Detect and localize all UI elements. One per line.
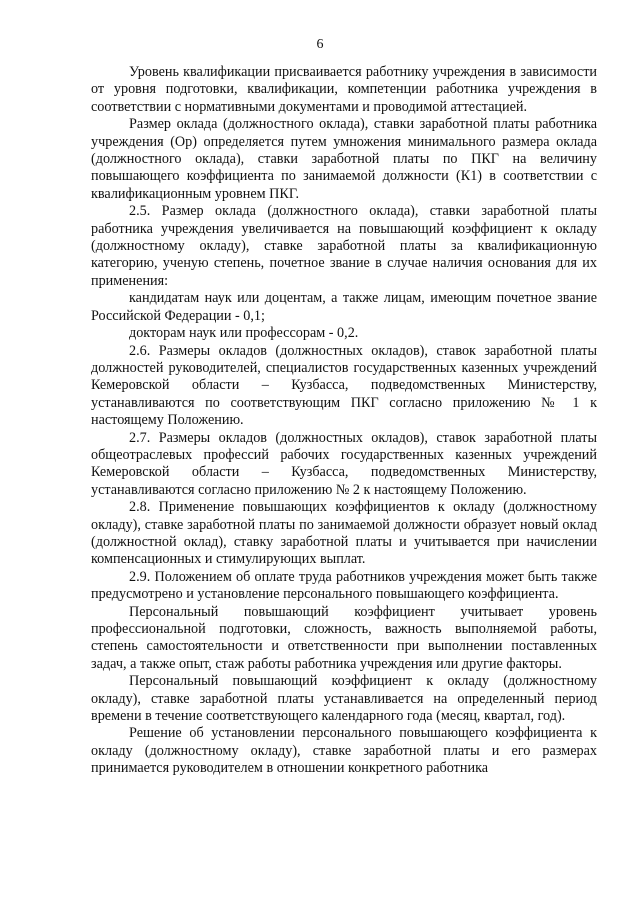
paragraph-decision: Решение об установлении персонального повышающего коэффициента к окладу (должностному окладу), ставке заработной платы и его размерах принимается руководителем в отношении конкретного работника bbox=[91, 725, 597, 777]
paragraph-2-6: 2.6. Размеры окладов (должностных окладов), ставок заработной платы должностей руководителей, специалистов государственных казенных учреждений Кемеровской области – Кузбасса, подведомственных Министерству, устанавливаются по соответствующим ПКГ согласно приложению № 1 к настоящему Положению. bbox=[91, 342, 597, 429]
paragraph-salary-size: Размер оклада (должностного оклада), ставки заработной платы работника учреждения (Ор) определяется путем умножения минимального размера оклада (должностного оклада), ставки заработной платы по ПКГ на величину повышающего коэффициента по занимаемой должности (К1) в соответствии с квалификационным уровнем ПКГ. bbox=[91, 116, 597, 202]
paragraph-personal-coefficient-factors: Персональный повышающий коэффициент учитывает уровень профессиональной подготовки, сложность, важность выполняемой работы, степень самостоятельности и ответственности при выполнении поставленных задач, а также опыт, стаж работы работника учреждения или другие факторы. bbox=[91, 603, 597, 672]
paragraph-2-8: 2.8. Применение повышающих коэффициентов к окладу (должностному окладу), ставке заработной платы по занимаемой должности образует новый оклад (должностной оклад), ставку заработной платы и учитывается при начислении компенсационных и стимулирующих выплат. bbox=[91, 499, 597, 568]
paragraph-2-9: 2.9. Положением об оплате труда работников учреждения может быть также предусмотрено и установление персонального повышающего коэффициента. bbox=[91, 568, 597, 603]
page-number: 6 bbox=[316, 37, 324, 52]
paragraph-qualification-level: Уровень квалификации присваивается работнику учреждения в зависимости от уровня подготовки, квалификации, компетенции работника учреждения в соответствии с нормативными документами и проводимой аттестацией. bbox=[91, 64, 597, 115]
paragraph-2-7: 2.7. Размеры окладов (должностных окладов), ставок заработной платы общеотраслевых профессий рабочих государственных казенных учреждений Кемеровской области – Кузбасса, подведомственных Министерству, устанавливаются согласно приложению № 2 к настоящему Положению. bbox=[91, 429, 597, 498]
paragraph-candidates: кандидатам наук или доцентам, а также лицам, имеющим почетное звание Российской Федерации - 0,1; bbox=[91, 290, 597, 324]
document-body bbox=[91, 64, 597, 778]
paragraph-doctors: докторам наук или профессорам - 0,2. bbox=[129, 325, 359, 342]
paragraph-personal-coefficient-period: Персональный повышающий коэффициент к окладу (должностному окладу), ставке заработной платы устанавливается на определенный период времени в течение соответствующего календарного года (месяц, квартал, год). bbox=[91, 673, 597, 725]
paragraph-2-5: 2.5. Размер оклада (должностного оклада), ставки заработной платы работника учреждения увеличивается на повышающий коэффициент к окладу (должностному окладу), ставке заработной платы за квалификационную категорию, ученую степень, почетное звание в случае наличия основания для их применения: bbox=[91, 203, 597, 289]
